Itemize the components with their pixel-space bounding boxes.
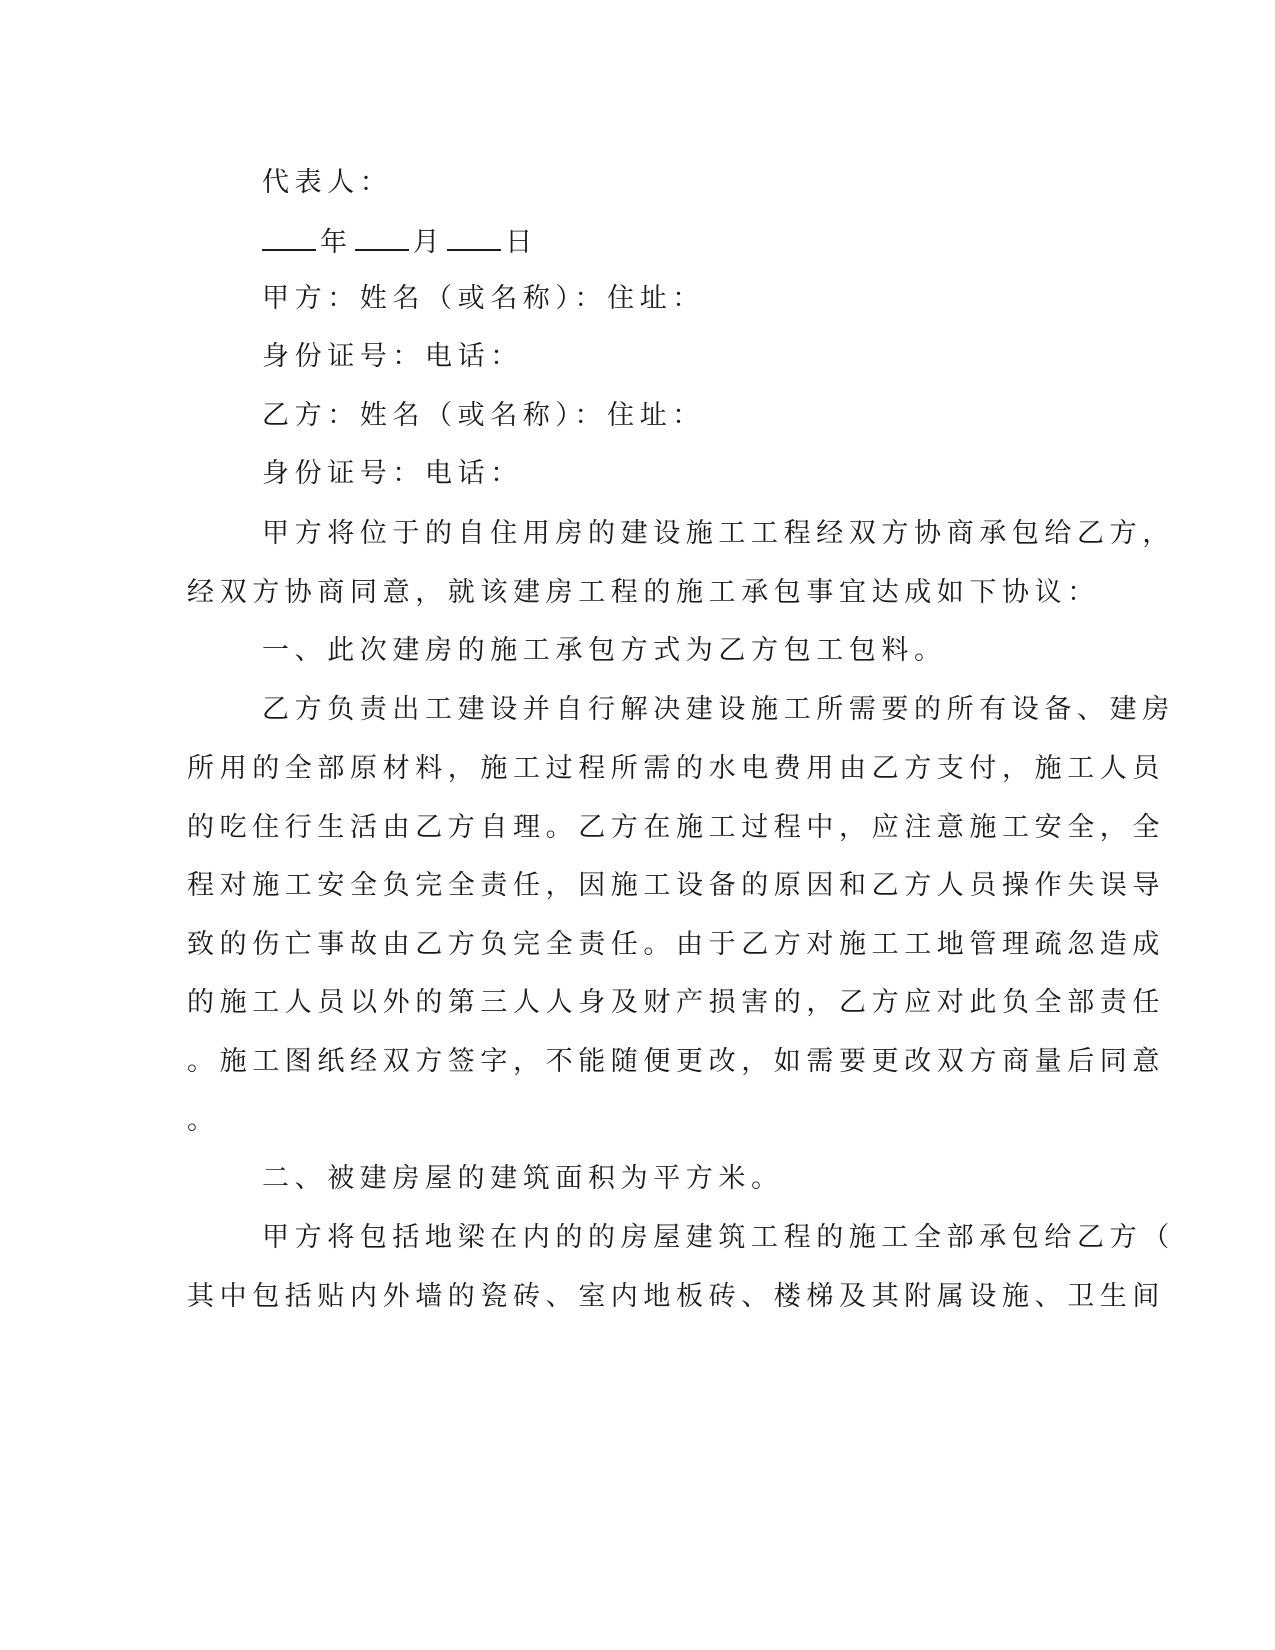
- representative-label: 代表人：: [262, 167, 393, 198]
- body-line: 乙方负责出工建设并自行解决建设施工所需要的所有设备、建房: [262, 694, 1175, 725]
- clause-two-heading: 二、被建房屋的建筑面积为平方米。: [262, 1163, 784, 1194]
- day-label: 日: [505, 227, 538, 258]
- month-label: 月: [412, 227, 446, 258]
- body-line: 的施工人员以外的第三人人身及财产损害的，乙方应对此负全部责任: [187, 987, 1165, 1018]
- clause-one-heading: 一、此次建房的施工承包方式为乙方包工包料。: [262, 635, 947, 666]
- body-line: 。: [187, 1105, 220, 1136]
- body-line: 所用的全部原材料，施工过程所需的水电费用由乙方支付，施工人员: [187, 753, 1165, 784]
- body-line: 。施工图纸经双方签字，不能随便更改，如需要更改双方商量后同意: [187, 1046, 1165, 1077]
- date-line: [262, 221, 540, 263]
- year-label: 年: [320, 227, 353, 258]
- month-blank: [355, 221, 409, 251]
- body-line: 致的伤亡事故由乙方负完全责任。由于乙方对施工工地管理疏忽造成: [187, 929, 1165, 960]
- body-line: 经双方协商同意，就该建房工程的施工承包事宜达成如下协议：: [187, 577, 1100, 608]
- party-a-name-address: 甲方：姓名（或名称）：住址：: [262, 283, 705, 314]
- party-a-id-phone: 身份证号：电话：: [262, 341, 523, 372]
- year-blank: [262, 221, 316, 251]
- day-blank: [447, 221, 501, 251]
- party-b-name-address: 乙方：姓名（或名称）：住址：: [262, 400, 705, 431]
- body-line: 甲方将包括地梁在内的的房屋建筑工程的施工全部承包给乙方（: [262, 1222, 1175, 1253]
- body-line: 甲方将位于的自住用房的建设施工工程经双方协商承包给乙方，: [262, 518, 1175, 549]
- party-b-id-phone: 身份证号：电话：: [262, 458, 523, 489]
- body-line: 的吃住行生活由乙方自理。乙方在施工过程中，应注意施工安全，全: [187, 812, 1165, 843]
- body-line: 程对施工安全负完全责任，因施工设备的原因和乙方人员操作失误导: [187, 870, 1165, 901]
- body-line: 其中包括贴内外墙的瓷砖、室内地板砖、楼梯及其附属设施、卫生间: [187, 1281, 1165, 1312]
